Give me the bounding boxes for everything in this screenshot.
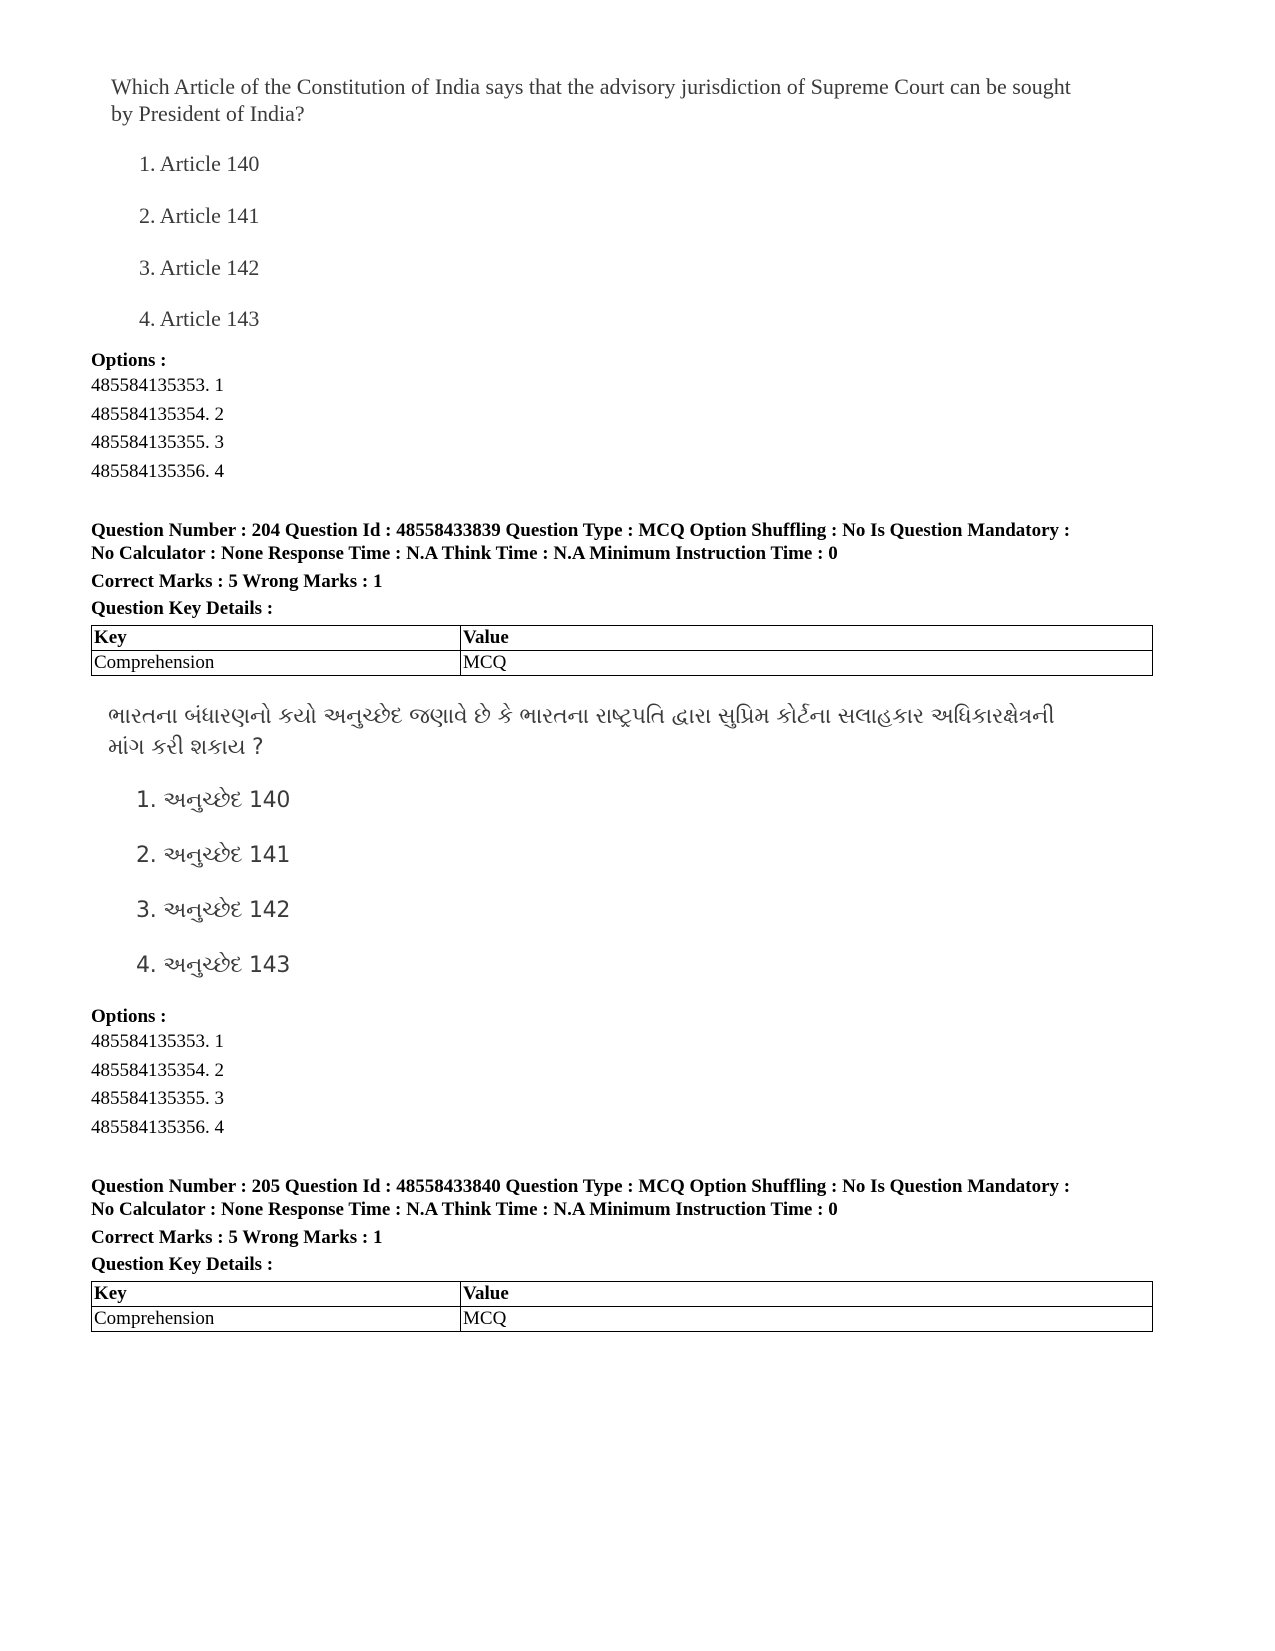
table-cell-key: Comprehension (92, 1307, 461, 1332)
question-meta-line: Question Number : 205 Question Id : 48558433840 Question Type : MCQ Option Shuffling : No Is Question Mandatory : (91, 1176, 1071, 1197)
choice-item: 3. અનુચ્છેદ 142 (136, 898, 291, 923)
table-header-key: Key (92, 626, 461, 651)
question-text-gujarati (108, 701, 1208, 763)
key-details-table (91, 1281, 1153, 1332)
table-header-row (92, 1282, 1153, 1307)
table-header-key: Key (92, 1282, 461, 1307)
option-id: 485584135354. 2 (91, 1059, 224, 1081)
options-list (91, 1028, 224, 1142)
marks-line: Correct Marks : 5 Wrong Marks : 1 (91, 571, 383, 592)
table-row (92, 1307, 1153, 1332)
options-list (91, 372, 224, 486)
table-cell-value: MCQ (461, 1307, 1153, 1332)
table-row (92, 651, 1153, 676)
option-id: 485584135353. 1 (91, 375, 224, 396)
choice-item: 2. અનુચ્છેદ 141 (136, 843, 291, 868)
question-meta (91, 1175, 1241, 1221)
choice-item: 4. અનુચ્છેદ 143 (136, 953, 291, 978)
question-text-line: માંગ કરી શકાય ? (108, 735, 264, 760)
option-id: 485584135353. 1 (91, 1031, 224, 1052)
choice-item: 2. Article 141 (139, 203, 260, 228)
question-meta-line: No Calculator : None Response Time : N.A Think Time : N.A Minimum Instruction Time : 0 (91, 1199, 838, 1220)
key-details-table (91, 625, 1153, 676)
option-id: 485584135354. 2 (91, 403, 224, 425)
question-meta-line: Question Number : 204 Question Id : 48558433839 Question Type : MCQ Option Shuffling : No Is Question Mandatory : (91, 520, 1071, 541)
question-text-line: ભારતના બંધારણનો કયો અનુચ્છેદ જણાવે છે કે ભારતના રાષ્ટ્રપતિ દ્વારા સુપ્રિમ કોર્ટના સલાહકાર અધિકારક્ષેત્રની (108, 704, 1055, 729)
question-text (111, 73, 1211, 127)
choice-item: 3. Article 142 (139, 255, 260, 280)
key-details-label: Question Key Details : (91, 1254, 274, 1275)
table-cell-value: MCQ (461, 651, 1153, 676)
question-meta (91, 519, 1241, 565)
key-details-label: Question Key Details : (91, 598, 274, 619)
table-header-value: Value (461, 1282, 1153, 1307)
option-id: 485584135355. 3 (91, 1088, 224, 1109)
question-text-line: Which Article of the Constitution of India says that the advisory jurisdiction of Supreme Court can be sought (111, 74, 1071, 99)
table-cell-key: Comprehension (92, 651, 461, 676)
question-text-line: by President of India? (111, 101, 305, 126)
choice-item: 4. Article 143 (139, 306, 260, 331)
choice-item: 1. Article 140 (139, 151, 260, 176)
options-label: Options : (91, 350, 167, 371)
choice-item: 1. અનુચ્છેદ 140 (136, 788, 291, 813)
option-id: 485584135356. 4 (91, 1116, 224, 1138)
option-id: 485584135356. 4 (91, 460, 224, 482)
table-header-row (92, 626, 1153, 651)
marks-line: Correct Marks : 5 Wrong Marks : 1 (91, 1227, 383, 1248)
options-label: Options : (91, 1006, 167, 1027)
table-header-value: Value (461, 626, 1153, 651)
question-meta-line: No Calculator : None Response Time : N.A Think Time : N.A Minimum Instruction Time : 0 (91, 543, 838, 564)
option-id: 485584135355. 3 (91, 432, 224, 453)
